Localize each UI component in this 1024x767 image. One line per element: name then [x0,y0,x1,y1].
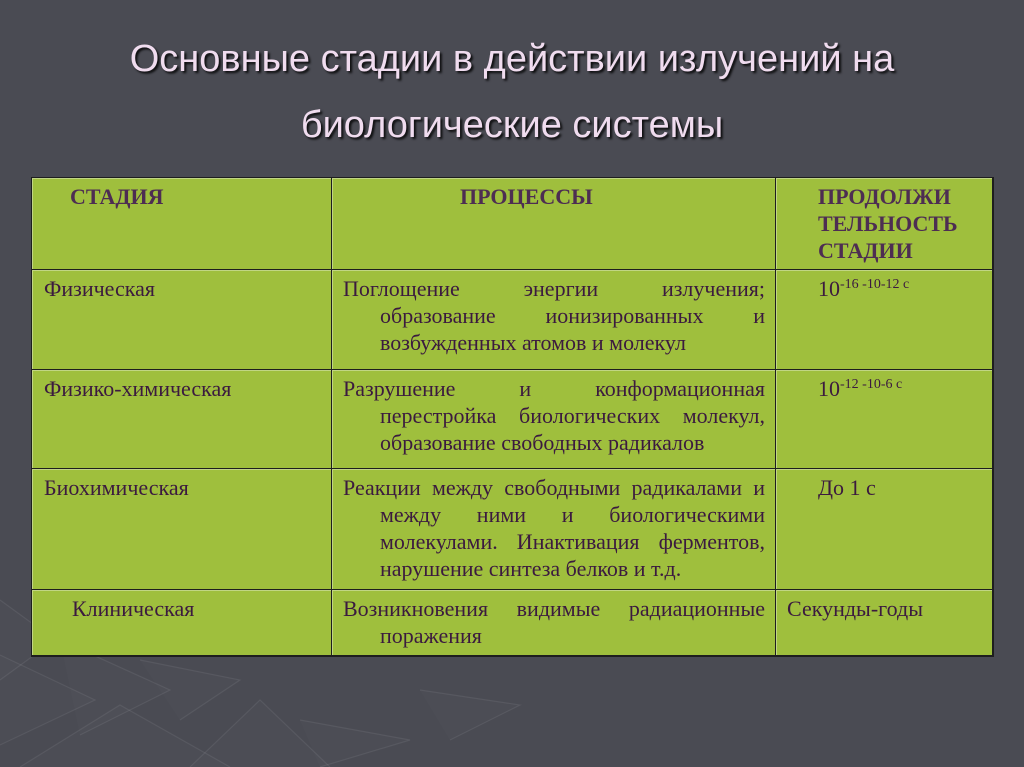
header-duration-line: ПРОДОЛЖИ [818,184,951,209]
stage-cell [32,370,332,469]
process-line: Поглощение энергии излучения; [343,276,765,301]
stage-cell [32,469,332,590]
stage-cell [32,270,332,370]
stage-cell [32,590,332,656]
process-line: между ними и биологическими [380,502,765,527]
stage-name: Физико-химическая [44,376,232,401]
stages-table [32,178,993,656]
process-line: Разрушение и конформационная [343,376,765,401]
duration-cell [776,270,993,370]
process-line: поражения [380,623,482,648]
title-line-1: Основные стадии в действии излучений на [129,38,895,80]
process-line: Возникновения видимые радиационные [343,596,765,621]
stage-name: Биохимическая [44,475,189,500]
header-cell-stage [32,178,332,270]
pattern-stroke [420,690,520,740]
duration-text: До 1 с [818,475,876,500]
processes-cell [332,590,776,656]
duration-exponent: -12 -10-6 с [840,377,903,392]
duration-base: 10 [818,376,840,401]
header-cell-processes [332,178,776,270]
header-duration-line: СТАДИИ [818,238,913,263]
duration-cell [776,590,993,656]
stage-name: Клиническая [72,596,195,621]
processes-cell [332,370,776,469]
duration-exponent: -16 -10-12 с [840,277,910,292]
process-line: нарушение синтеза белков и т.д. [380,556,682,581]
title-line-2: биологические системы [300,104,724,146]
process-line: возбужденных атомов и молекул [380,330,686,355]
header-stage-label: СТАДИЯ [70,184,164,209]
header-processes-label: ПРОЦЕССЫ [460,184,593,209]
duration-cell [776,469,993,590]
processes-cell [332,270,776,370]
process-line: молекулами. Инактивация ферментов, [380,529,765,554]
duration-cell [776,370,993,469]
processes-cell [332,469,776,590]
process-line: образование ионизированных и [380,303,765,328]
duration-base: 10 [818,276,840,301]
header-duration-line: ТЕЛЬНОСТЬ [818,211,958,236]
stage-name: Физическая [44,276,155,301]
process-line: образование свободных радикалов [380,430,705,455]
process-line: Реакции между свободными радикалами и [343,475,765,500]
process-line: перестройка биологических молекул, [380,403,765,428]
header-cell-duration [776,178,993,270]
duration-text: Секунды-годы [787,596,923,621]
